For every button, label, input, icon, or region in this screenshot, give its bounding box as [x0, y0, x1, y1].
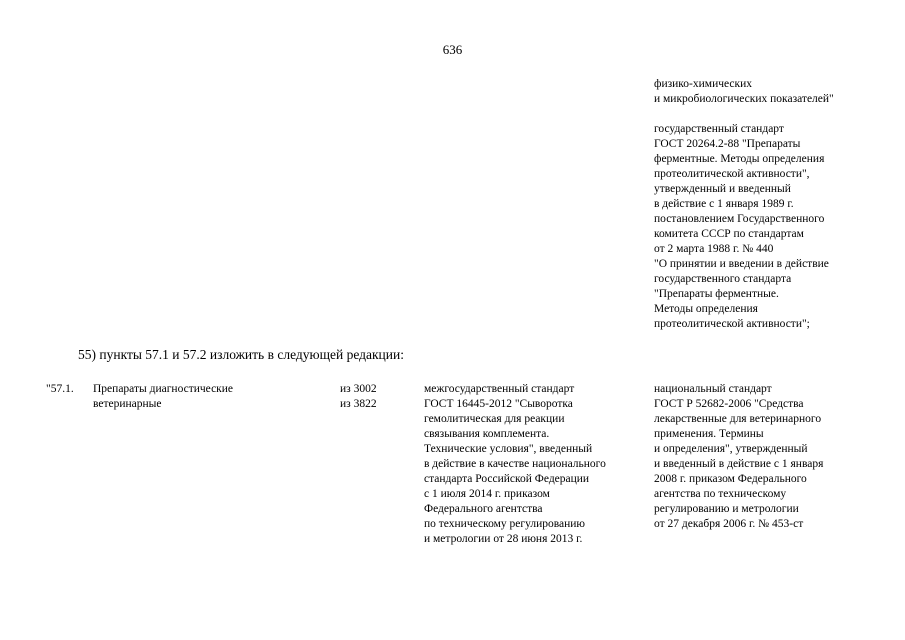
product-name: [93, 382, 233, 412]
text-line: из 3822: [340, 398, 377, 410]
text-line: комитета СССР по стандартам: [654, 228, 804, 240]
text-line: от 27 декабря 2006 г. № 453-ст: [654, 518, 804, 530]
amendment-instruction: 55) пункты 57.1 и 57.2 изложить в следующей редакции:: [78, 347, 404, 362]
text-line: связывания комплемента.: [424, 428, 550, 440]
commodity-codes: [340, 382, 377, 412]
national-standard: [654, 382, 823, 532]
text-line: межгосударственный стандарт: [424, 383, 575, 395]
text-line: и определения", утвержденный: [654, 443, 808, 455]
text-line: физико-химических: [654, 78, 752, 90]
text-line: Методы определения: [654, 303, 758, 315]
interstate-standard: [424, 382, 606, 547]
row-number: "57.1.: [46, 383, 74, 395]
text-line: по техническому регулированию: [424, 518, 586, 530]
text-line: регулированию и метрологии: [654, 503, 799, 515]
text-line: протеолитической активности";: [654, 318, 810, 330]
text-line: ветеринарные: [93, 398, 162, 410]
text-line: применения. Термины: [654, 428, 764, 440]
text-line: протеолитической активности",: [654, 168, 810, 180]
text-line: лекарственные для ветеринарного: [654, 413, 822, 425]
text-line: постановлением Государственного: [654, 213, 825, 225]
text-line: и введенный в действие с 1 января: [654, 458, 824, 470]
text-line: Федерального агентства: [424, 503, 543, 515]
text-line: "Препараты ферментные.: [654, 288, 779, 300]
text-line: из 3002: [340, 383, 377, 395]
text-line: 2008 г. приказом Федерального: [654, 473, 807, 485]
text-line: в действие в качестве национального: [424, 458, 606, 470]
text-line: ферментные. Методы определения: [654, 153, 825, 165]
text-line: гемолитическая для реакции: [424, 413, 565, 425]
top-block-standard: [654, 122, 829, 332]
text-line: национальный стандарт: [654, 383, 772, 395]
text-line: ГОСТ 20264.2-88 "Препараты: [654, 138, 801, 150]
text-line: Препараты диагностические: [93, 383, 234, 395]
text-line: и микробиологических показателей": [654, 93, 834, 105]
text-line: агентства по техническому: [654, 488, 787, 500]
text-line: Технические условия", введенный: [424, 443, 593, 455]
text-line: государственный стандарт: [654, 123, 784, 135]
text-line: в действие с 1 января 1989 г.: [654, 198, 794, 210]
page-number: 636: [442, 42, 463, 57]
text-line: государственного стандарта: [654, 273, 792, 285]
text-line: ГОСТ 16445-2012 "Сыворотка: [424, 398, 573, 410]
text-line: ГОСТ Р 52682-2006 "Средства: [654, 398, 804, 410]
text-line: с 1 июля 2014 г. приказом: [424, 488, 550, 500]
text-line: утвержденный и введенный: [654, 183, 791, 195]
text-line: стандарта Российской Федерации: [424, 473, 590, 485]
text-line: "О принятии и введении в действие: [654, 258, 829, 270]
text-line: от 2 марта 1988 г. № 440: [654, 243, 774, 255]
top-block-continuation: [654, 77, 834, 107]
text-line: и метрологии от 28 июня 2013 г.: [424, 533, 583, 545]
